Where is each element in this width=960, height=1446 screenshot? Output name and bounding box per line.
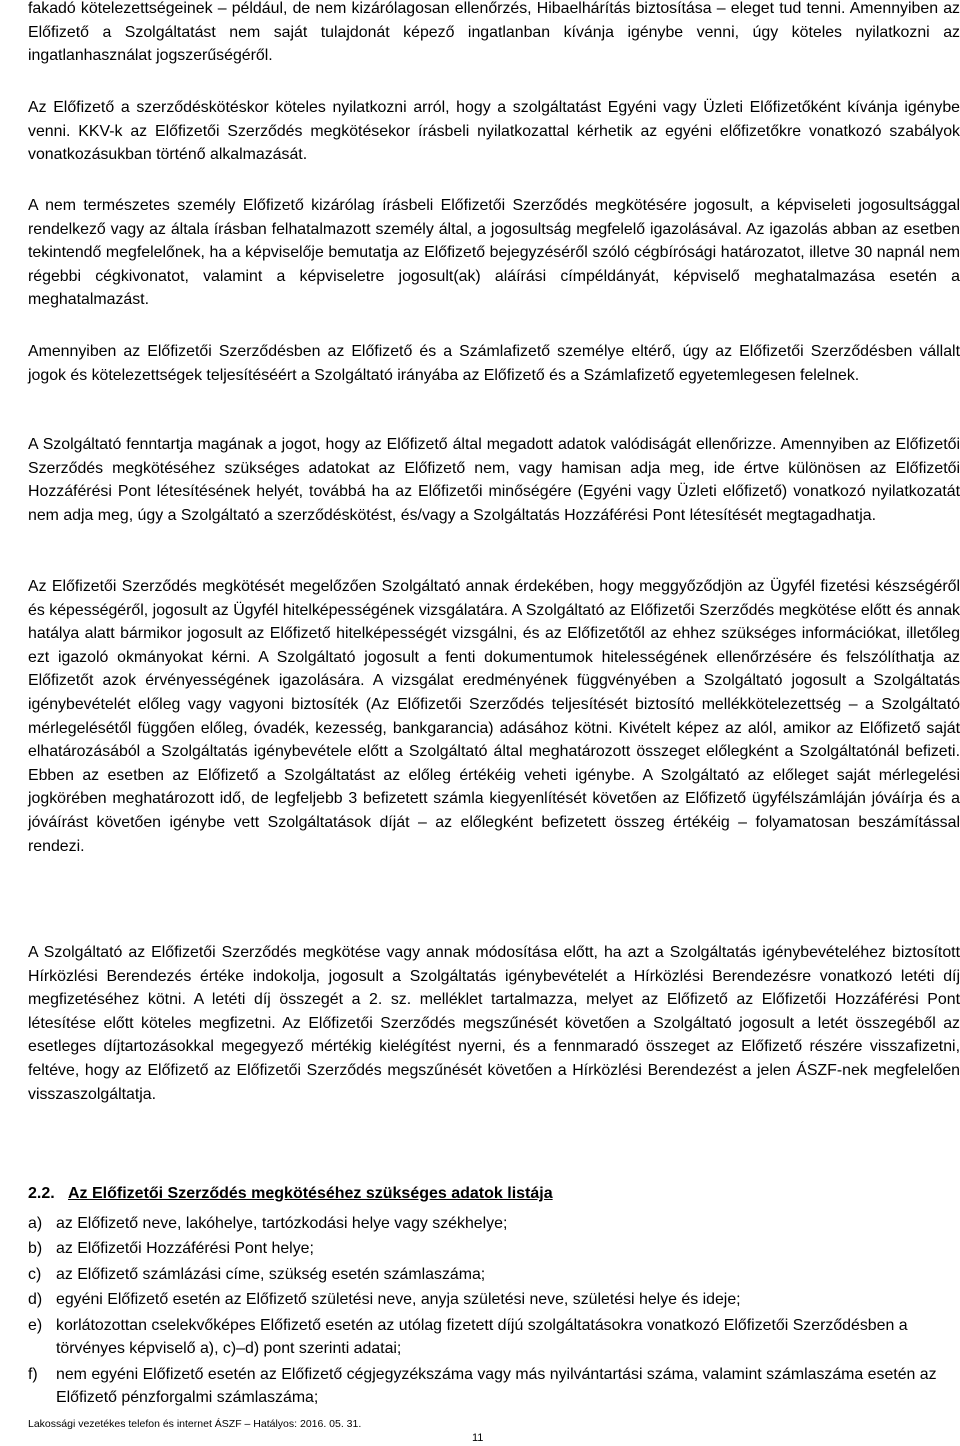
list-item-letter: b) [28, 1240, 43, 1258]
list-item-letter: f) [28, 1365, 38, 1383]
section-title: Az Előfizetői Szerződés megkötéséhez szükséges adatok listája [68, 1185, 553, 1202]
list-item [28, 1237, 958, 1261]
list-item-letter: a) [28, 1215, 43, 1232]
list-item [28, 1314, 958, 1361]
list-item-text: korlátozottan cselekvőképes Előfizető esetén az utólag fizetett díjú szolgáltatásokra vonatkozó Előfizetői Szerződésben a törvényes képviselő a), c)–d) pont szerinti adatai; [56, 1316, 908, 1358]
list-item [28, 1212, 958, 1236]
paragraph-leteti-dij: A Szolgáltató az Előfizetői Szerződés megkötése vagy annak módosítása előtt, ha azt a Szolgáltatás igénybevételéhez biztosított Hírközlési Berendezés értéke indokolja, jogosult a Szolgáltatás igénybevételét a Hírközlési Berendezésre vonatkozó letéti díj megfizetéséhez kötni. A letéti díj összegét a 2. sz. melléklet tartalmazza, melyet az Előfizető az Előfizetői Hozzáférési Pont létesítése előtt köteles megfizetni. Az Előfizetői Szerződés megszűnését követően a Szolgáltató jogosult a letét összegéből az esetleges díjtartozásokkal megegyező mértékig kielégítést nyerni, és a fennmaradó összeget az Előfizető részére visszafizetni, feltéve, hogy az Előfizető az Előfizetői Szerződés megszűnését követően a Hírközlési Berendezést a jelen ÁSZF-nek megfelelően visszaszolgáltatja. [28, 944, 960, 1103]
list-item-letter: c) [28, 1265, 42, 1283]
list-item-text: egyéni Előfizető esetén az Előfizető születési neve, anyja születési neve, születési helye és ideje; [56, 1291, 741, 1309]
list-item-text: nem egyéni Előfizető esetén az Előfizető cégjegyzékszáma vagy más nyilvántartási száma, valamint számlaszáma esetén az Előfizető pénzforgalmi számlaszáma; [56, 1365, 937, 1407]
list-item-text: az Előfizető számlázási címe, szükség esetén számlaszáma; [56, 1265, 486, 1283]
list-item-text: az Előfizető neve, lakóhelye, tartózkodási helye vagy székhelye; [56, 1215, 508, 1232]
data-list [28, 1212, 958, 1412]
list-item [28, 1263, 958, 1287]
section-heading [28, 1183, 553, 1205]
paragraph-szamlafizeto: Amennyiben az Előfizetői Szerződésben az Előfizető és a Számlafizető személye eltérő, úgy az Előfizetői Szerződésben vállalt jogok és kötelezettségek teljesítéséért a Szolgáltató irányába az Előfizető és a Számlafizető egyetemlegesen felelnek. [28, 343, 960, 384]
paragraph-nem-termeszetes-szemely: A nem természetes személy Előfizető kizárólag írásbeli Előfizetői Szerződés megkötésére jogosult, a képviseleti jogosultsággal rendelkező vagy az általa írásban felhatalmazott személy által, a jogosultság megfelelő igazolásával. Az igazolás abban az esetben tekintendő megfelelőnek, ha a képviselője bemutatja az Előfizető bejegyzéséről szóló cégbírósági határozatot, illetve 30 napnál nem régebbi cégkivonatot, valamint a képviseletre jogosult(ak) aláírási címpéldányát, képviselő meghatalmazása esetén a meghatalmazást. [28, 197, 960, 309]
list-item [28, 1363, 958, 1410]
paragraph-egyeni-uzleti: Az Előfizető a szerződéskötéskor köteles nyilatkozni arról, hogy a szolgáltatást Egyéni vagy Üzleti Előfizetőként kívánja igénybe venni. KKV-k az Előfizetői Szerződés megkötésekor írásbeli nyilatkozattal kérhetik az egyéni előfizetőkre vonatkozó szabályok vonatkozásukban történő alkalmazását. [28, 99, 960, 164]
paragraph-adatok-valodisaga: A Szolgáltató fenntartja magának a jogot, hogy az Előfizető által megadott adatok valódiságát ellenőrizze. Amennyiben az Előfizetői Szerződés megkötéséhez szükséges adatokat az Előfizető nem, vagy hamisan adja meg, ide értve különösen az Előfizetői Hozzáférési Pont létesítésének helyét, továbbá ha az Előfizetői minőségére (Egyéni vagy Üzleti előfizető) vonatkozó nyilatkozatát nem adja meg, úgy a Szolgáltató a szerződéskötést, és/vagy a Szolgáltatás Hozzáférési Pont létesítését megtagadhatja. [28, 436, 960, 524]
page-number: 11 [472, 1432, 484, 1444]
paragraph-ingatlan: fakadó kötelezettségeinek – például, de nem kizárólagosan ellenőrzés, Hibaelhárítás biztosítása – eleget tud tenni. Amennyiben az Előfizető a Szolgáltatást nem saját tulajdonát képező ingatlanban kívánja igénybe venni, úgy köteles nyilatkozni az ingatlanhasználat jogszerűségéről. [28, 0, 960, 65]
list-item-letter: e) [28, 1316, 43, 1334]
list-item [28, 1288, 958, 1312]
page-footer: Lakossági vezetékes telefon és internet ÁSZF – Hatályos: 2016. 05. 31. [28, 1418, 362, 1430]
section-number: 2.2. [28, 1185, 55, 1202]
list-item-letter: d) [28, 1291, 43, 1309]
list-item-text: az Előfizetői Hozzáférési Pont helye; [56, 1240, 314, 1258]
paragraph-hitelkepesseg: Az Előfizetői Szerződés megkötését megelőzően Szolgáltató annak érdekében, hogy meggyőződjön az Ügyfél fizetési készségéről és képességéről, jogosult az Ügyfél hitelképességének vizsgálatára. A Szolgáltató az Előfizetői Szerződés megkötése előtt és annak hatálya alatt bármikor jogosult az Előfizető hitelképességét vizsgálni, és az Előfizetőtől az ehhez szükséges információkat, illetőleg ezt igazoló okmányokat kérni. A Szolgáltató jogosult a fenti dokumentumok hitelességének ellenőrzésére és felszólíthatja az Előfizetőt azok érvényességének igazolására. A vizsgálat eredményének függvényében a Szolgáltató jogosult a Szolgáltatás igénybevételét előleg vagy vagyoni biztosíték (Az Előfizetői Szerződés teljesítését biztosító mellékkötelezettség – a Szolgáltató mérlegelésétől függően előleg, óvadék, kezesség, bankgarancia) adásához kötni. Kivételt képez az alól, amikor az Előfizető saját elhatározásából a Szolgáltatás igénybevétele előtt a Szolgáltató által meghatározott összeget előlegként a Szolgáltatónál befizeti. Ebben az esetben az Előfizető a Szolgáltatást az előleg értékéig veheti igénybe. A Szolgáltató az előleget saját mérlegelési jogkörében meghatározott idő, de legfeljebb 3 befizetett számla kiegyenlítését követően az Előfizető ügyfélszámláján jóváírja és a jóváírást követően igénybe vett Szolgáltatások díját – az előlegként befizetett összeg értékéig – folyamatosan beszámítással rendezi. [28, 578, 960, 855]
